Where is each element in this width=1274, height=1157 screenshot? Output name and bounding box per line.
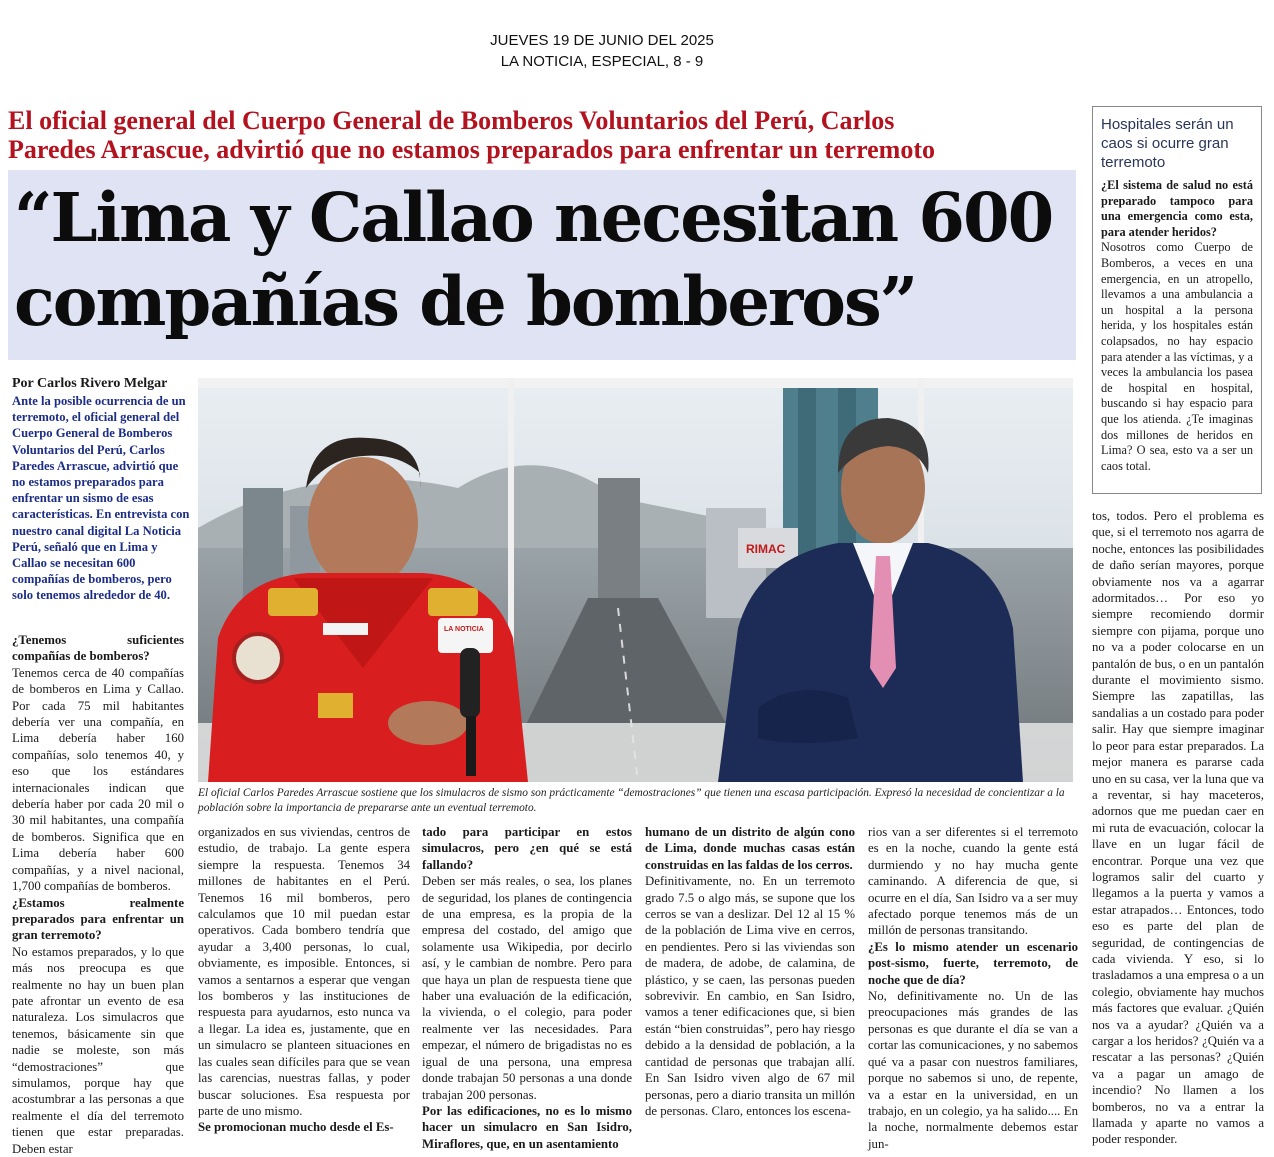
interview-question: ¿Es lo mismo atender un escenario post-sismo, fuerte, terremoto, de noche que de día? [868,939,1078,987]
interview-answer: Deben ser más reales, o sea, los planes de seguridad, los planes de contingencia de una empresa, es la propia de la empresa del costado, del amigo que solamente usa Wikipedia, por decirlo así, y le cambian de nombre. Pero para que haya un plan de respuesta tiene que haber una evaluación de la edificación, la vivienda, o el colegio, para poder realmente ver las necesidades. Para empezar, el número de brigadistas no es igual de una persona, una empresa donde trabajan 50 personas a una donde trabajan 200 personas. [422,874,632,1102]
sidebar-answer: Nosotros como Cuerpo de Bomberos, a veces en una emergencia, en un atropello, llevamos a una ambulancia a un hospital a la persona herida, y los hospitales están colapsados, no hay espacio para atender a las víctimas, y a veces la ambulancia los pasea de hospital en hospital, buscando si hay espacio para que los atienda. ¿Te imaginas dos millones de heridos en Lima? O sea, esto va a ser un caos total. [1101,240,1253,473]
article-column-6 [1092,508,1264,1148]
photo-caption: El oficial Carlos Paredes Arrascue sostiene que los simulacros de sismo son prácticamente “demostraciones” que tienen una escasa participación. Expresó la necesidad de concientizar a la población sobre la importancia de prepararse ante un eventual terremoto. [198,787,1065,814]
dateline [0,30,1204,72]
interview-answer: No, definitivamente no. Un de las preocupaciones más grandes de las personas es que durante el día se van a cortar las comunicaciones, y no sabemos qué va a pasar con nuestros familiares, porque no sabemos si uno, de repente, va a estar en la universidad, en un trabajo, en un colegio, ya ha salido.... En la noche, normalmente debemos estar jun- [868,989,1078,1151]
rimac-sign: RIMAC [746,542,786,556]
interview-photo [198,378,1073,782]
interview-answer: Definitivamente, no. En un terremoto grado 7.5 o algo más, se supone que los cerros se van a deslizar. Del 12 al 15 % de la población de Lima vive en cerros, en pendientes. Pero si las viviendas son de madera, de adobe, de calamina, de plástico, y se caen, las personas pueden sobrevivir. En cambio, en San Isidro, vamos a tener edificaciones que, si bien están “bien construidas”, pero hay riesgo debido a la densidad de población, a la cantidad de personas que trabajan allí. En San Isidro viven algo de 67 mil personas, pero a diario transita un millón de personas. Claro, entonces los escena- [645,874,855,1118]
kicker [8,106,1078,164]
article-column-3 [422,824,632,1152]
article-column-1 [12,632,184,1157]
headline-line-2: compañías de bomberos” [14,262,917,341]
issue-source: LA NOTICIA, ESPECIAL, 8 - 9 [500,53,704,70]
issue-date: JUEVES 19 DE JUNIO DEL 2025 [490,32,714,49]
interview-photo-illustration [198,378,1073,782]
sidebar-question: ¿El sistema de salud no está preparado tampoco para una emergencia como esta, para atender heridos? [1101,178,1253,239]
sidebar-title: Hospitales serán un caos si ocurre gran terremoto [1101,116,1234,171]
kicker-line-2: Paredes Arrascue, advirtió que no estamos preparados para enfrentar un terremoto [8,135,935,164]
kicker-line-1: El oficial general del Cuerpo General de Bomberos Voluntarios del Perú, Carlos [8,106,895,135]
byline: Por Carlos Rivero Melgar [12,376,168,391]
interview-answer: tos, todos. Pero el problema es que, si el terremoto nos agarra de noche, entonces las posibilidades de daño serían mayores, porque obviamente nos va a agarrar adormitados… Por eso yo siempre recomiendo dormir siempre con pijama, porque uno no va a poder colocarse en un pantalón de bus, o en un pantalón durante el movimiento sismo. Siempre las zapatillas, las sandalias a un costado para poder salir. Hay que siempre imaginar lo peor para estar preparados. La mejor manera es pararse cada uno en su casa, ver la luna que va a reventar, si hay maceteros, adornos que me puedan caer en mi ruta de evacuación, colocar la llave en un lugar fácil de encontrar. Porque una vez que logramos salir del cuarto y llegamos a la puerta y vamos a estar atrapados… Entonces, todo eso es parte del plan de seguridad, de contingencias de cada vivienda. Y eso, si lo trasladamos a una empresa o a un colegio, obviamente hay muchos más factores que evaluar. ¿Quién nos va a ayudar? ¿Quién va a cargar a los heridos? ¿Quién va a rescatar a las personas? ¿Quién va a pagar un amago de incendio? No llamen a los bomberos, no va a entrar la llamada y aparte no vamos a poder responder. [1092,509,1264,1147]
interview-question: tado para participar en estos simulacros, pero ¿en qué se está fallando? [422,825,632,872]
interview-answer: No estamos preparados, y lo que más nos preocupa es que realmente no hay un buen plan pate afrontar un evento de esa naturaleza. Los simulacros que tenemos, básicamente sin que nadie se moleste, son más “demostraciones” que simulamos, porque hay que acostumbrar a las personas a que realmente el día del terremoto tienen que estar preparadas. Deben estar [12,944,184,1156]
headline [14,176,1074,344]
interview-question: ¿Tenemos suficientes compañías de bomberos? [12,633,184,664]
interview-answer: rios van a ser diferentes si el terremoto es en la noche, cuando la gente está durmiendo y no hay mucha gente caminando. A diferencia de que, si ocurre en el día, San Isidro va a ser muy afectado porque tenemos más de un millón de personas transitando. [868,825,1078,938]
interview-question: ¿Estamos realmente preparados para enfrentar un gran terremoto? [12,895,184,943]
mic-label: LA NOTICIA [444,626,484,633]
interview-question: Por las edificaciones, no es lo mismo hacer un simulacro en San Isidro, Miraflores, que, en un asentamiento [422,1103,632,1151]
interview-question: Se promocionan mucho desde el Es- [198,1120,394,1135]
article-column-5 [868,824,1078,1152]
interview-answer: Tenemos cerca de 40 compañías de bomberos en Lima y Callao. Por cada 75 mil habitantes debería ver una compañía, en Lima debería haber 160 compañías, solo tenemos 40, y eso que los estándares internacionales indican que debería haber por cada 20 mil o 30 mil habitantes, una compañía de bomberos. Significa que en Lima debería haber 600 compañías, y a nivel nacional, 1,700 compañías de bomberos. [12,665,184,894]
article-column-2 [198,824,410,1136]
intro-paragraph: Ante la posible ocurrencia de un terremoto, el oficial general del Cuerpo General de Bomberos Voluntarios del Perú, Carlos Paredes Arrascue, advirtió que no estamos preparados para enfrentar un sismo de esas características. En entrevista con nuestro canal digital La Noticia Perú, señaló que en Lima y Callao se necesitan 600 compañías de bomberos, pero solo tenemos alrededor de 40. [12,394,190,603]
interview-question: humano de un distrito de algún cono de Lima, donde muchas casas están construidas en las faldas de los cerros. [645,825,855,872]
article-column-4 [645,824,855,1119]
interview-answer: organizados en sus viviendas, centros de estudio, de trabajo. La gente espera siempre la respuesta. Tenemos 34 millones de habitantes en el Perú. Tenemos 16 mil bomberos, pero calculamos que 10 mil puedan estar operativos. Cada bombero tendría que ayudar a 3,400 personas, lo cual, obviamente, es imposible. Entonces, si vamos a sentarnos a esperar que vengan los bomberos y las instituciones de respuesta para ayudarnos, esto nunca va a llegar. La idea es, justamente, que en un simulacro se planteen situaciones en las cuales sean difíciles para que se vean las carencias, nuestras fallas, y poder buscar soluciones. Esa respuesta por parte de uno mismo. [198,825,410,1118]
headline-line-1: “Lima y Callao necesitan 600 [14,178,1053,257]
sidebar-box [1092,106,1262,494]
